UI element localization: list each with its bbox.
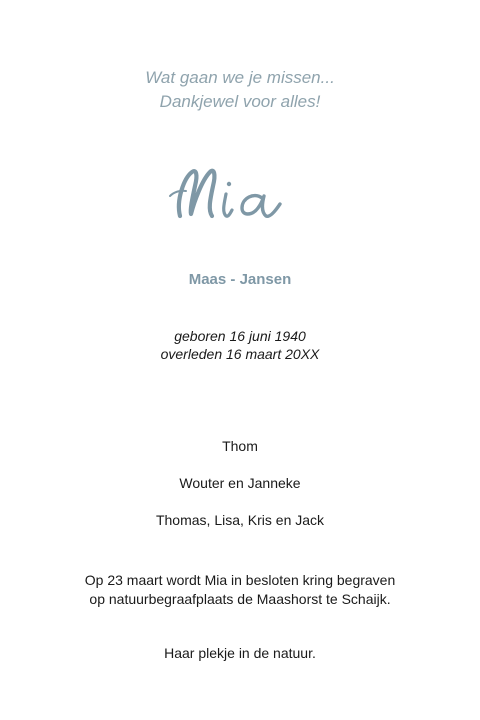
funeral-line-1: Op 23 maart wordt Mia in besloten kring begraven [84,572,396,588]
death-date: overleden 16 maart 20XX [160,346,320,362]
birth-date: geboren 16 juni 1940 [174,328,306,344]
verse-line-1: Wat gaan we je missen... [145,68,335,87]
funeral-line-2: op natuurbegraafplaats de Maashorst te Schaijk. [89,591,391,607]
family-line-3: Thomas, Lisa, Kris en Jack [155,512,325,528]
verse-line-2: Dankjewel voor alles! [159,92,321,111]
first-name-calligraphy [140,150,340,240]
family-line-1: Thom [222,438,258,454]
surname: Maas - Jansen [188,271,292,288]
closing-line: Haar plekje in de natuur. [164,645,316,661]
family-line-2: Wouter en Janneke [179,475,301,491]
first-name-text: Mia [240,236,242,237]
